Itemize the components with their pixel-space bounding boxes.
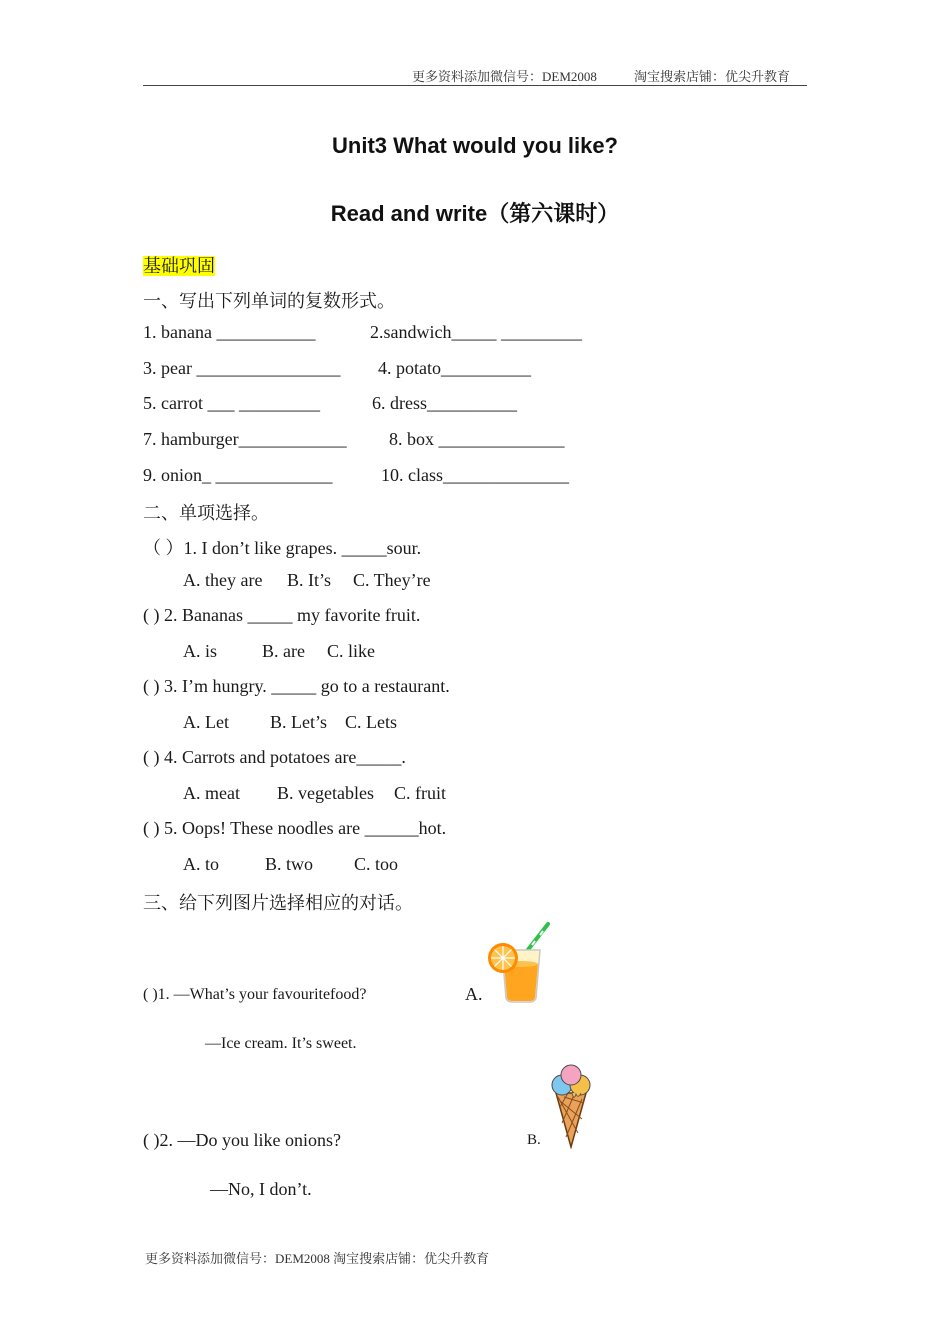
- part1-item-1: 1. banana ___________: [143, 322, 316, 342]
- header-wechat: 更多资料添加微信号：DEM2008: [412, 69, 597, 84]
- question-2-option-c: C. like: [327, 641, 375, 661]
- question-2-stem: ( ) 2. Bananas _____ my favorite fruit.: [143, 605, 421, 625]
- question-1-option-c: C. They’re: [353, 570, 431, 590]
- question-1-option-b: B. It’s: [287, 570, 332, 590]
- question-2-option-b: B. are: [262, 641, 305, 661]
- part1-item-10: 10. class______________: [381, 465, 569, 485]
- dialogue-2-question: ( )2. —Do you like onions?: [143, 1130, 341, 1150]
- picture-b-label: B.: [527, 1132, 541, 1148]
- part1-item-6: 6. dress__________: [372, 393, 517, 413]
- question-1-stem: （ ）1. I don’t like grapes. _____sour.: [143, 538, 422, 558]
- part1-item-5: 5. carrot ___ _________: [143, 393, 320, 413]
- part2-heading: 二、单项选择。: [143, 503, 269, 523]
- question-1-option-a: A. they are: [183, 570, 263, 590]
- part1-item-3: 3. pear ________________: [143, 358, 341, 378]
- question-3-option-b: B. Let’s: [270, 712, 327, 732]
- header-shop: 淘宝搜索店铺：优尖升教育: [634, 69, 791, 84]
- dialogue-1-answer: —Ice cream. It’s sweet.: [205, 1035, 357, 1052]
- question-5-stem: ( ) 5. Oops! These noodles are ______hot.: [143, 818, 447, 838]
- question-4-option-c: C. fruit: [394, 783, 446, 803]
- dialogue-1-question: ( )1. —What’s your favouritefood?: [143, 986, 367, 1003]
- part1-item-9: 9. onion_ _____________: [143, 465, 333, 485]
- question-5-option-c: C. too: [354, 854, 399, 874]
- ice-cream-cone-icon: [548, 1063, 594, 1149]
- question-5-option-a: A. to: [183, 854, 219, 874]
- question-4-stem: ( ) 4. Carrots and potatoes are_____.: [143, 747, 406, 767]
- orange-juice-icon: [484, 920, 554, 1004]
- part1-item-8: 8. box ______________: [389, 429, 565, 449]
- footer-text: 更多资料添加微信号：DEM2008 淘宝搜索店铺：优尖升教育: [145, 1251, 490, 1266]
- dialogue-2-answer: —No, I don’t.: [210, 1179, 312, 1199]
- part3-heading: 三、给下列图片选择相应的对话。: [143, 893, 413, 913]
- part1-item-7: 7. hamburger____________: [143, 429, 347, 449]
- question-3-option-a: A. Let: [183, 712, 229, 732]
- question-2-option-a: A. is: [183, 641, 218, 661]
- section-label: [143, 252, 215, 278]
- picture-a-label: A.: [465, 984, 483, 1004]
- question-3-stem: ( ) 3. I’m hungry. _____ go to a restaurant.: [143, 676, 450, 696]
- question-4-option-b: B. vegetables: [277, 783, 374, 803]
- header-rule: [143, 85, 807, 86]
- question-3-option-c: C. Lets: [345, 712, 397, 732]
- part1-item-2: 2.sandwich_____ _________: [370, 322, 582, 342]
- page-subtitle: Read and write（第六课时）: [330, 201, 620, 226]
- section-label-text: 基础巩固: [143, 256, 215, 276]
- question-4-option-a: A. meat: [183, 783, 240, 803]
- page-title: Unit3 What would you like?: [332, 133, 618, 158]
- part1-item-4: 4. potato__________: [378, 358, 531, 378]
- part1-heading: 一、写出下列单词的复数形式。: [143, 291, 395, 311]
- question-5-option-b: B. two: [265, 854, 314, 874]
